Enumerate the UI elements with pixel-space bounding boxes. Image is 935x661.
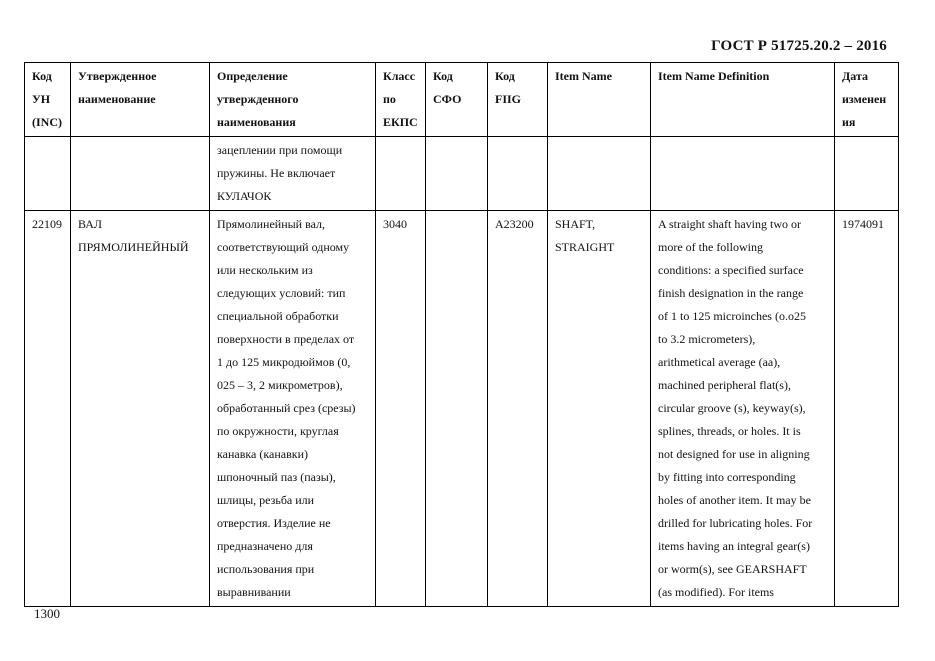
table-row <box>25 137 899 211</box>
col-header-sfo-code: Код СФО <box>426 63 488 137</box>
cell-sfo-code <box>426 211 488 607</box>
col-header-date-changed: Дата изменен ия <box>835 63 899 137</box>
cell-item-name-definition <box>651 137 835 211</box>
cell-sfo-code <box>426 137 488 211</box>
cell-definition-ru: зацеплении при помощи пружины. Не включает КУЛАЧОК <box>210 137 376 211</box>
col-header-fiig-code: Код FIIG <box>488 63 548 137</box>
col-header-item-name-definition: Item Name Definition <box>651 63 835 137</box>
cell-inc: 22109 <box>25 211 71 607</box>
cell-fsc-class <box>376 137 426 211</box>
cell-fsc-class: 3040 <box>376 211 426 607</box>
table-row <box>25 211 899 607</box>
col-header-fsc-class: Класс по ЕКПС <box>376 63 426 137</box>
cell-date-changed: 1974091 <box>835 211 899 607</box>
cell-item-name <box>548 137 651 211</box>
cell-definition-ru: Прямолинейный вал, соответствующий одному или нескольким из следующих условий: тип специальной обработки поверхности в пределах от 1 до 125 микродюймов (0, 025 – 3, 2 микрометров), обработанный срез (срезы) по окружности, круглая канавка (канавки) шпоночный паз (пазы), шлицы, резьба или отверстия. Изделие не предназначено для использования при выравнивании <box>210 211 376 607</box>
cell-item-name-definition: A straight shaft having two or more of the following conditions: a specified surface finish designation in the range of 1 to 125 microinches (o.o25 to 3.2 micrometers), arithmetical average (aa), machined peripheral flat(s), circular groove (s), keyway(s), splines, threads, or holes. It is not designed for use in aligning by fitting into corresponding holes of another item. It may be drilled for lubricating holes. For items having an integral gear(s) or worm(s), see GEARSHAFT (as modified). For items <box>651 211 835 607</box>
cell-item-name: SHAFT, STRAIGHT <box>548 211 651 607</box>
cell-fiig-code: A23200 <box>488 211 548 607</box>
col-header-inc: Код УН (INC) <box>25 63 71 137</box>
page-number: 1300 <box>34 606 60 621</box>
col-header-approved-name: Утвержденное наименование <box>71 63 210 137</box>
cell-approved-name <box>71 137 210 211</box>
col-header-definition-ru: Определение утвержденного наименования <box>210 63 376 137</box>
items-table <box>24 62 899 607</box>
cell-inc <box>25 137 71 211</box>
cell-fiig-code <box>488 137 548 211</box>
cell-approved-name: ВАЛ ПРЯМОЛИНЕЙНЫЙ <box>71 211 210 607</box>
document-title: ГОСТ Р 51725.20.2 – 2016 <box>711 38 887 54</box>
col-header-item-name: Item Name <box>548 63 651 137</box>
cell-date-changed <box>835 137 899 211</box>
table-header-row <box>25 63 899 137</box>
